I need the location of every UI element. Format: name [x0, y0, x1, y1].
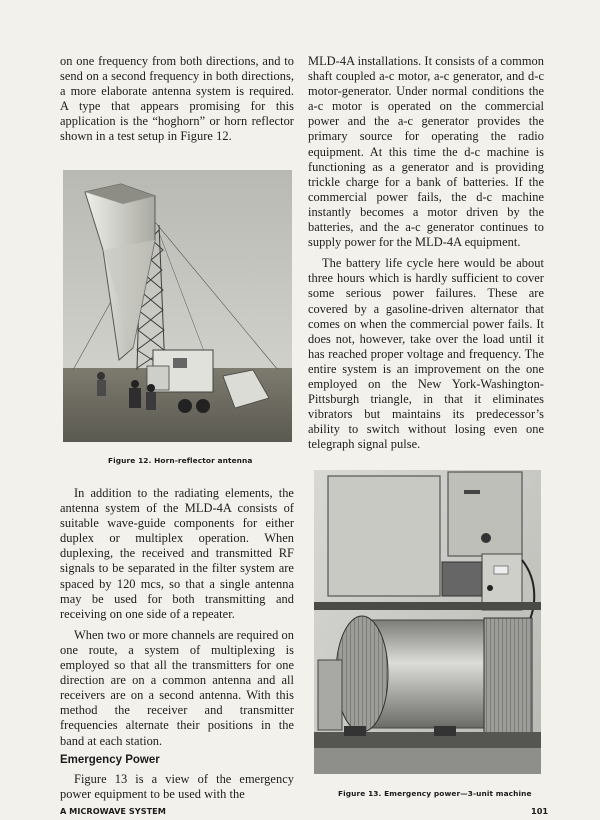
right-column-top: [308, 54, 544, 458]
power-description-paragraph: MLD-4A installations. It consists of a common shaft coupled a-c motor, a-c generator, and d-c motor-generator. Under normal conditions the a-c motor is operated on the commercial power and the a-c generator provides the primary source for operating the radio equipment. At this time the d-c machine is functioning as a generator and is providing trickle charge for a bank of batteries. If the commercial power fails, the d-c machine instantly becomes a motor driven by the batteries, and the a-c generator continues to supply power for the MLD-4A equipment.: [308, 54, 544, 250]
emergency-power-paragraph: Figure 13 is a view of the emergency power equipment to be used with the: [60, 772, 294, 802]
antenna-system-paragraph: In addition to the radiating elements, the antenna system of the MLD-4A consists of suitable wave-guide components for either duplex or multiplex operation. When duplexing, the received and transmitted RF signals to be separated in the filter system are spaced by 120 mcs, so that a single antenna may be used for both transmitting and receiving on one side of a repeater.: [60, 486, 294, 621]
figure-12-caption: Figure 12. Horn-reflector antenna: [108, 456, 253, 465]
section-heading: Emergency Power: [60, 754, 160, 766]
page-number: 101: [531, 806, 549, 816]
left-column-intro: [60, 54, 294, 151]
intro-paragraph: on one frequency from both directions, and to send on a second frequency in both directions, a more elaborate antenna system is required. A type that appears promising for this application is the “hoghorn” or horn reflector shown in a test setup in Figure 12.: [60, 54, 294, 144]
figure-13-caption: Figure 13. Emergency power—3-unit machine: [338, 789, 532, 798]
left-column-middle: [60, 486, 294, 755]
figure-13-photo: [314, 470, 541, 774]
figure-12-photo: [63, 170, 292, 442]
battery-paragraph: The battery life cycle here would be about three hours which is hardly sufficient to cover some serious power failures. These are covered by a gasoline-driven alternator that comes on when the commercial power fails. It does not, however, take over the load until it has reached proper voltage and frequency. The entire system is an improvement on the one employed on the New York-Washington-Pittsburgh triangle, in that it eliminates vibrators but maintains its predecessor’s ability to switch without losing even one telegraph signal pulse.: [308, 256, 544, 452]
left-column-bottom: [60, 772, 294, 808]
running-footer: A MICROWAVE SYSTEM: [60, 806, 166, 816]
multiplexing-paragraph: When two or more channels are required on one route, a system of multiplexing is employed so that all the transmitters for one direction are on a common antenna and all receivers are on a second antenna. With this method the receiver and transmitter frequencies alternate their positions in the band at each station.: [60, 627, 294, 748]
